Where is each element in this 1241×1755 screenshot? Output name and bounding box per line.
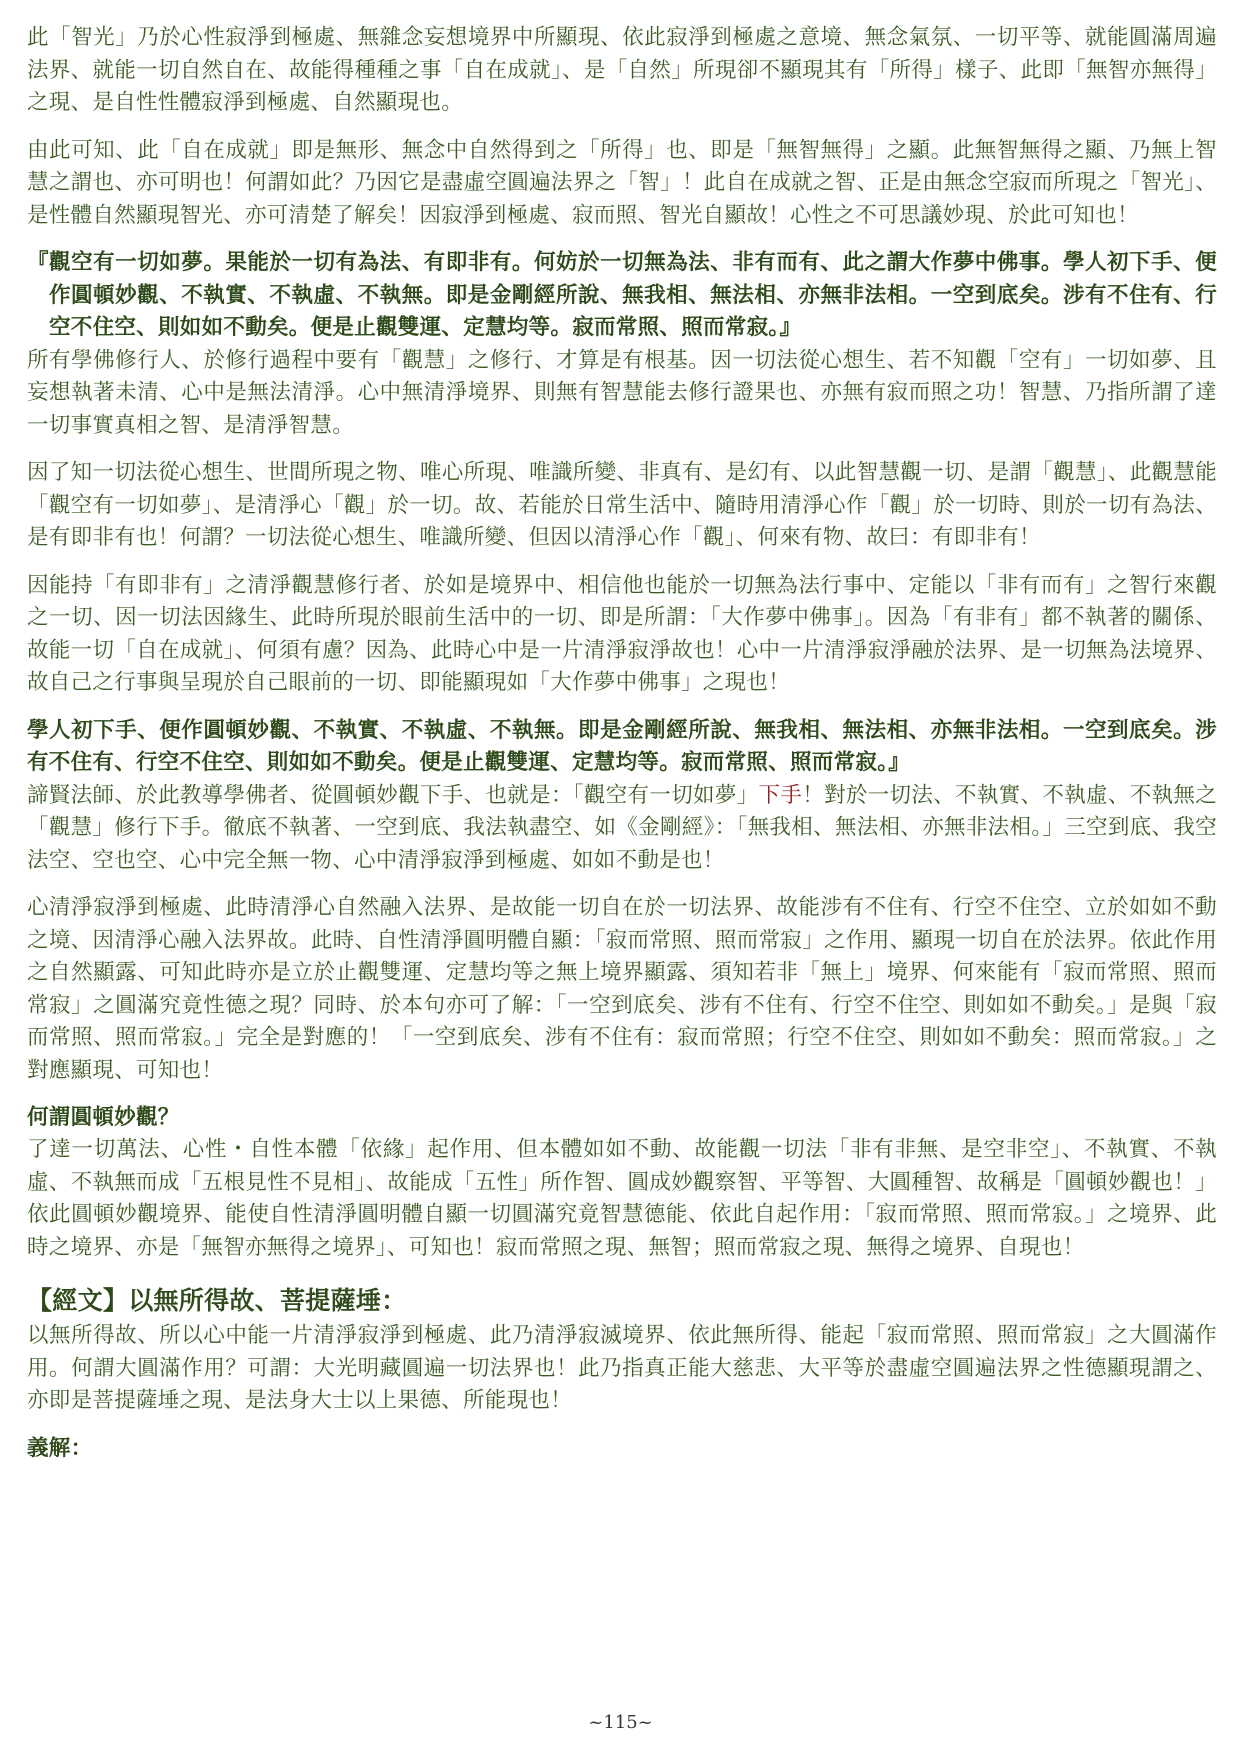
- paragraph-2: 由此可知、此「自在成就」即是無形、無念中自然得到之「所得」也、即是「無智無得」之顯。此無智無得之顯、乃無上智慧之謂也、亦可明也！何謂如此？乃因它是盡虛空圓遍法界之「智」！此自在成就之智、正是由無念空寂而所現之「智光」、是性體自然顯現智光、亦可清楚了解矣！因寂淨到極處、寂而照、智光自顯故！心性之不可思議妙現、於此可知也！: [27, 137, 1217, 228]
- explanation-heading: 義解：: [27, 1435, 93, 1461]
- paragraph-6-part-2: ！對於一切法、不執實、不執虛、不執無之「觀慧」修行下手。徹底不執著、一空到底、我法執盡空、如《金剛經》：「無我相、無法相、亦無非法相。」三空到底、我空法空、空也空、心中完全無一物、心中清淨寂淨到極處、如如不動是也！: [27, 782, 1217, 873]
- section-heading: 何謂圓頓妙觀？: [27, 1105, 180, 1130]
- paragraph-5: 因能持「有即非有」之清淨觀慧修行者、於如是境界中、相信他也能於一切無為法行事中、定能以「非有而有」之智行來觀之一切、因一切法因緣生、此時所現於眼前生活中的一切、即是所謂：「大作夢中佛事」。因為「有非有」都不執著的關係、故能一切「自在成就」、何須有慮？因為、此時心中是一片清淨寂淨故也！心中一片清淨寂淨融於法界、是一切無為法境界、故自己之行事與呈現於自己眼前的一切、即能顯現如「大作夢中佛事」之現也！: [27, 572, 1217, 695]
- sutra-heading: 【經文】以無所得故、菩提薩埵：: [27, 1286, 407, 1315]
- document-page: [27, 22, 1217, 1465]
- quote-block: 『觀空有一切如夢。果能於一切有為法、有即非有。何妨於一切無為法、非有而有、此之謂大作夢中佛事。學人初下手、便作圓頓妙觀、不執實、不執虛、不執無。即是金剛經所說、無我相、無法相、亦無非法相。一空到底矣。涉有不住有、行空不住空、則如如不動矣。便是止觀雙運、定慧均等。寂而常照、照而常寂。』: [27, 250, 1217, 340]
- paragraph-3: 所有學佛修行人、於修行過程中要有「觀慧」之修行、才算是有根基。因一切法從心想生、若不知觀「空有」一切如夢、且妄想執著未清、心中是無法清淨。心中無清淨境界、則無有智慧能去修行證果也、亦無有寂而照之功！智慧、乃指所謂了達一切事實真相之智、是清淨智慧。: [27, 347, 1217, 438]
- paragraph-8: 了達一切萬法、心性・自性本體「依緣」起作用、但本體如如不動、故能觀一切法「非有非無、是空非空」、不執實、不執虛、不執無而成「五根見性不見相」、故能成「五性」所作智、圓成妙觀察智、平等智、大圓種智、故稱是「圓頓妙觀也！」依此圓頓妙觀境界、能使自性清淨圓明體自顯一切圓滿究竟智慧德能、依此自起作用：「寂而常照、照而常寂。」之境界、此時之境界、亦是「無智亦無得之境界」、可知也！寂而常照之現、無智；照而常寂之現、無得之境界、自現也！: [27, 1137, 1217, 1260]
- highlight-text: 下手: [758, 782, 803, 808]
- page-number: ~115~: [588, 1712, 653, 1733]
- paragraph-4: 因了知一切法從心想生、世間所現之物、唯心所現、唯識所變、非真有、是幻有、以此智慧觀一切、是謂「觀慧」、此觀慧能「觀空有一切如夢」、是清淨心「觀」於一切。故、若能於日常生活中、隨時用清淨心作「觀」於一切時、則於一切有為法、是有即非有也！何謂？一切法從心想生、唯識所變、但因以清淨心作「觀」、何來有物、故曰：有即非有！: [27, 460, 1217, 550]
- paragraph-6-part-1: 諦賢法師、於此教導學佛者、從圓頓妙觀下手、也就是：「觀空有一切如夢」: [27, 782, 759, 808]
- paragraph-9: 以無所得故、所以心中能一片清淨寂淨到極處、此乃清淨寂滅境界、依此無所得、能起「寂而常照、照而常寂」之大圓滿作用。何謂大圓滿作用？可謂：大光明藏圓遍一切法界也！此乃指真正能大慈悲、大平等於盡虛空圓遍法界之性德顯現謂之、亦即是菩提薩埵之現、是法身大士以上果德、所能現也！: [27, 1323, 1217, 1413]
- paragraph-6: [27, 780, 1217, 878]
- paragraph-7: 心清淨寂淨到極處、此時清淨心自然融入法界、是故能一切自在於一切法界、故能涉有不住有、行空不住空、立於如如不動之境、因清淨心融入法界故。此時、自性清淨圓明體自顯：「寂而常照、照而常寂」之作用、顯現一切自在於法界。依此作用之自然顯露、可知此時亦是立於止觀雙運、定慧均等之無上境界顯露、須知若非「無上」境界、何來能有「寂而常照、照而常寂」之圓滿究竟性德之現？同時、於本句亦可了解：「一空到底矣、涉有不住有、行空不住空、則如如不動矣。」是與「寂而常照、照而常寂。」完全是對應的！「一空到底矣、涉有不住有：寂而常照；行空不住空、則如如不動矣：照而常寂。」之對應顯現、可知也！: [27, 895, 1217, 1083]
- paragraph-1: 此「智光」乃於心性寂淨到極處、無雜念妄想境界中所顯現、依此寂淨到極處之意境、無念氣氛、一切平等、就能圓滿周遍法界、就能一切自然自在、故能得種種之事「自在成就」、是「自然」所現卻不顯現其有「所得」樣子、此即「無智亦無得」之現、是自性性體寂淨到極處、自然顯現也。: [27, 25, 1217, 115]
- quote-block-2: 學人初下手、便作圓頓妙觀、不執實、不執虛、不執無。即是金剛經所說、無我相、無法相、亦無非法相。一空到底矣。涉有不住有、行空不住空、則如如不動矣。便是止觀雙運、定慧均等。寂而常照、照而常寂。』: [27, 717, 1217, 775]
